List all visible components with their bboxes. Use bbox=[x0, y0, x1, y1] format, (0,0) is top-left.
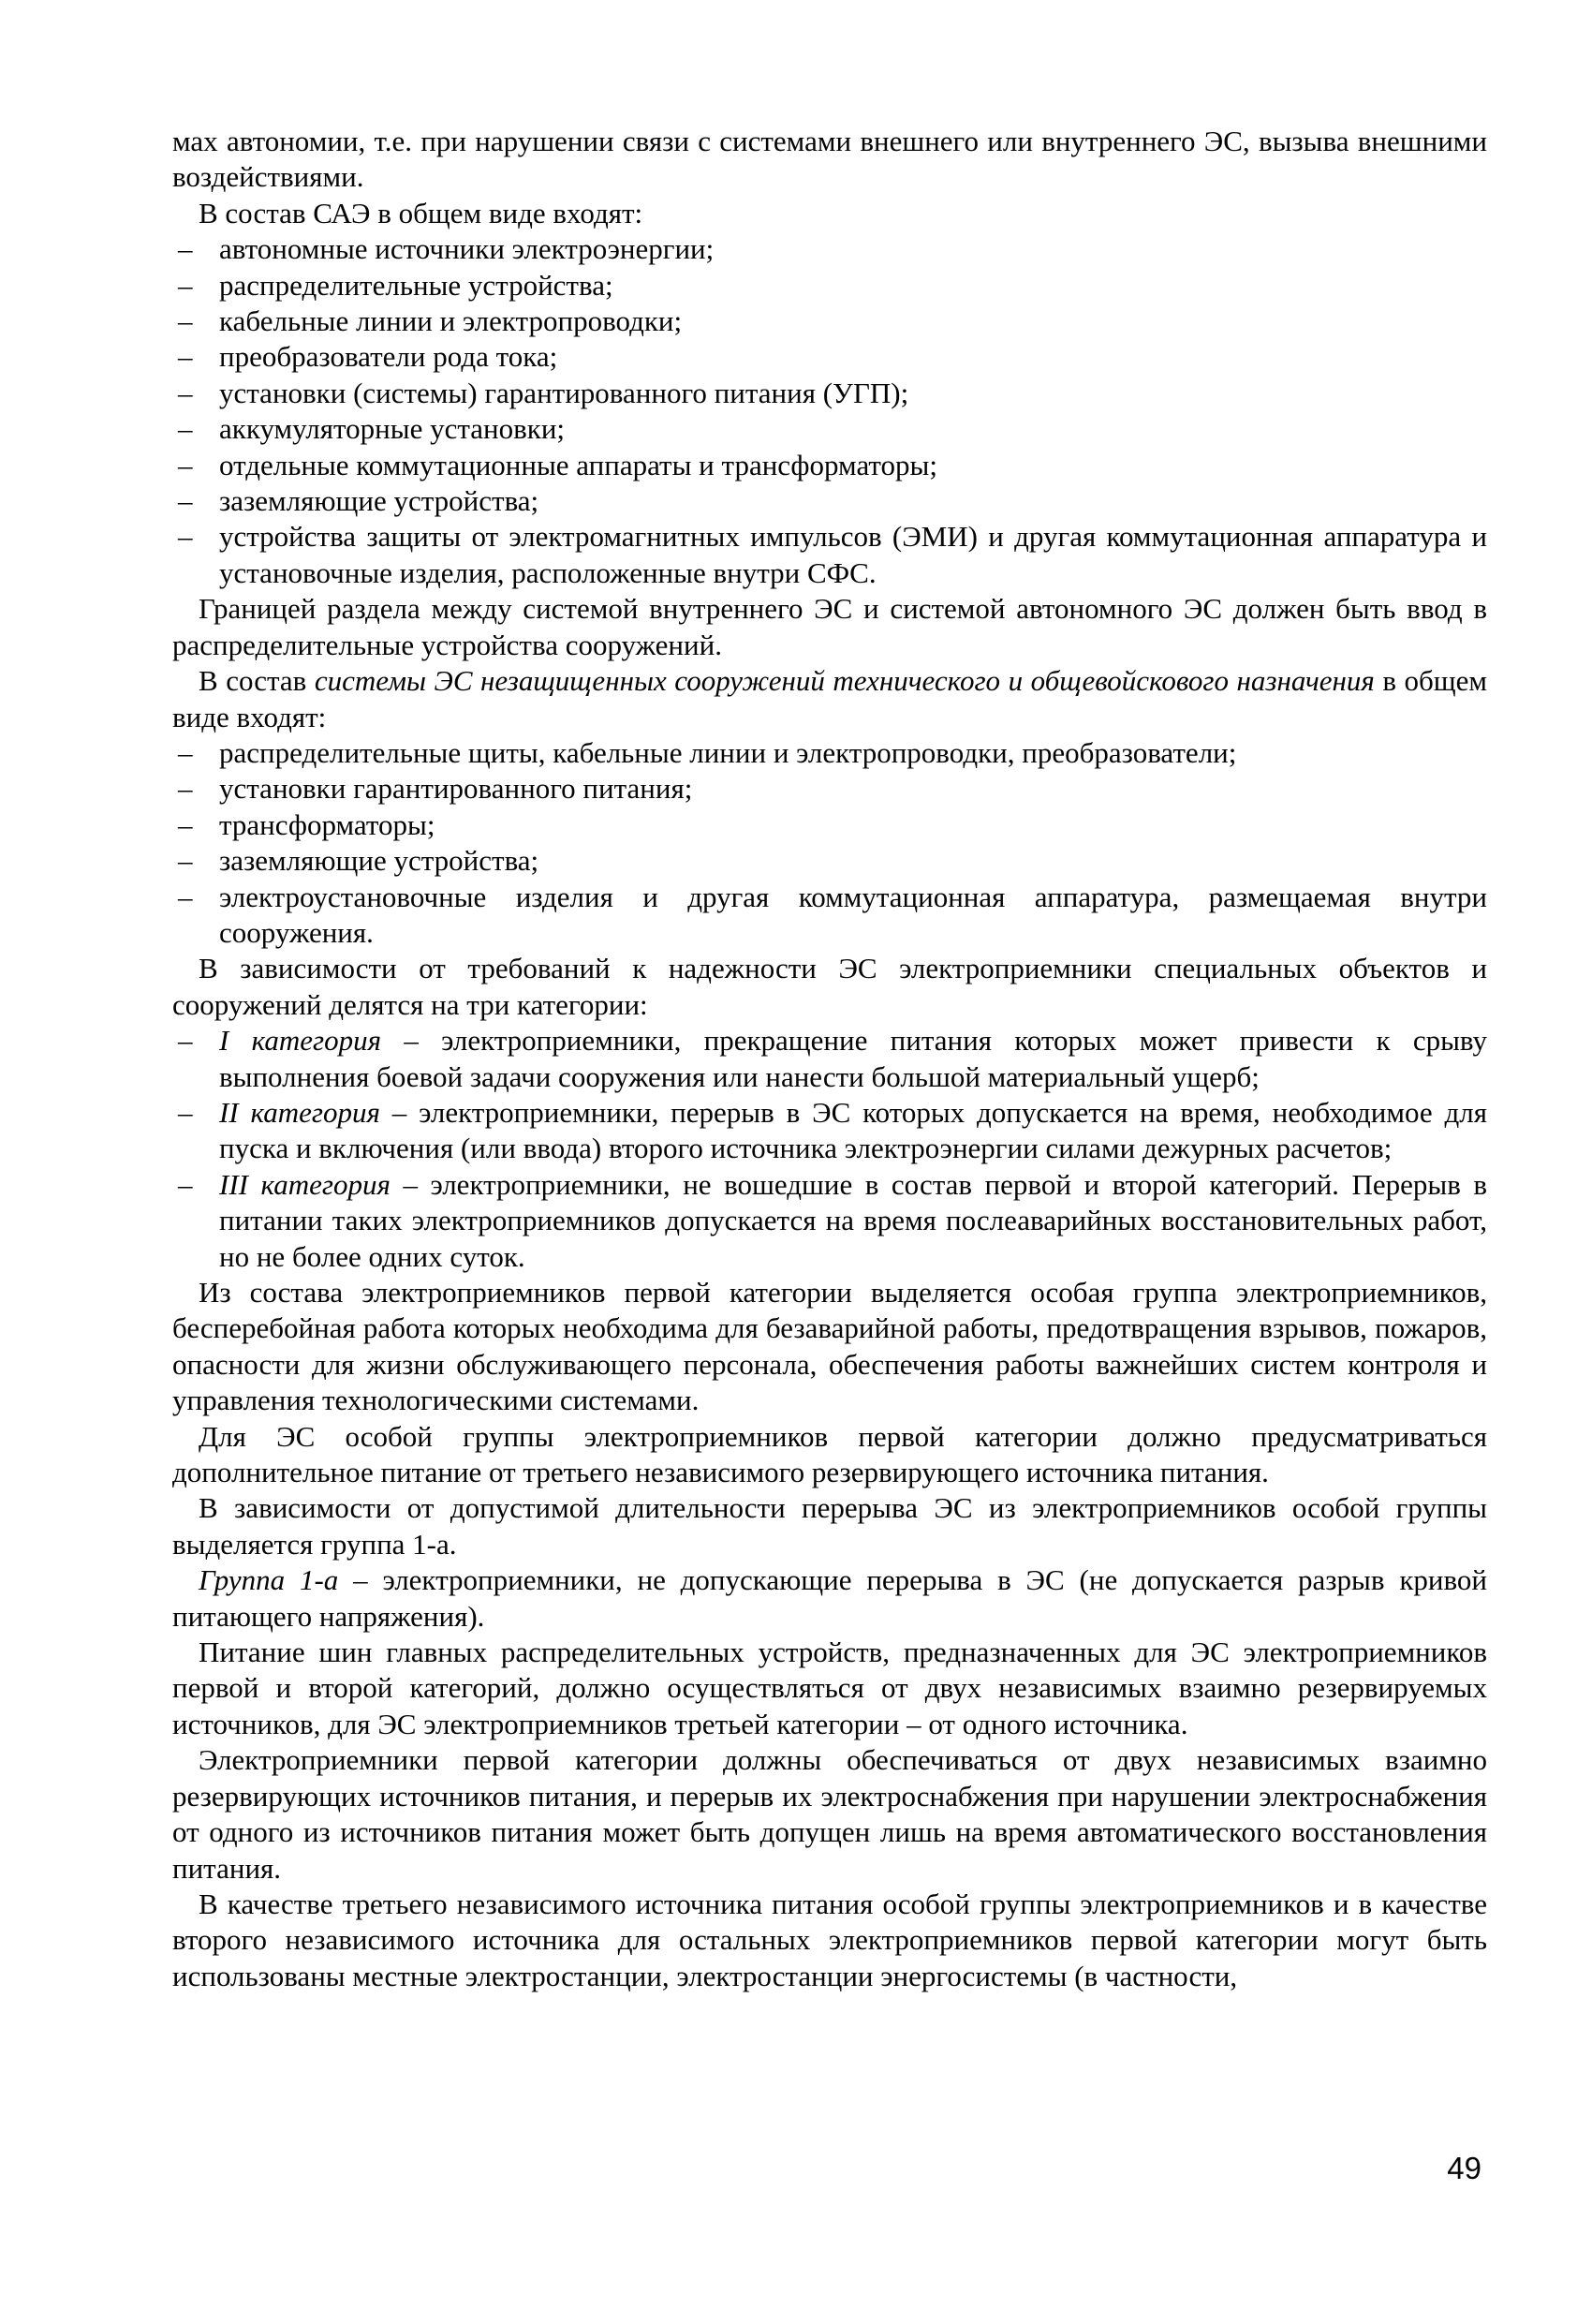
list-item: – преобразователи рода тока; bbox=[172, 339, 1487, 375]
list-item: – распределительные устройства; bbox=[172, 268, 1487, 303]
group-1a-intro: В зависимости от допустимой длительности перерыва ЭС из электроприемников особой группы выделяется группа 1-а. bbox=[172, 1491, 1487, 1561]
dash-bullet-icon: – bbox=[178, 484, 193, 518]
dash-bullet-icon: – bbox=[178, 772, 193, 806]
dash-bullet-icon: – bbox=[178, 520, 193, 554]
dash-bullet-icon: – bbox=[178, 844, 193, 878]
category-item: – II категория – электроприемники, перерыв в ЭС которых допускается на время, необходимое для пуска и включения (или ввода) второго источника электроэнергии силами дежурных расчетов; bbox=[178, 1095, 1488, 1165]
list-item: – трансформаторы; bbox=[172, 807, 1487, 843]
dash-bullet-icon: – bbox=[178, 376, 193, 409]
list-item: – заземляющие устройства; bbox=[172, 843, 1487, 879]
page-number: 49 bbox=[1447, 2151, 1481, 2185]
dash-bullet-icon: – bbox=[178, 1167, 193, 1201]
category-item: – III категория – электроприемники, не вошедшие в состав первой и второй категорий. Перерыв в питании таких электроприемников допускается на время послеаварийных восстановительных работ, но не более одних суток. bbox=[178, 1167, 1488, 1273]
dash-bullet-icon: – bbox=[178, 340, 193, 374]
third-source-paragraph: В качестве третьего независимого источника питания особой группы электроприемников и в качестве второго независимого источника для остальных электроприемников первой категории могут быть использованы местные электростанции, электростанции энергосистемы (в частности, bbox=[172, 1887, 1487, 1992]
first-category-supply-paragraph: Электроприемники первой категории должны обеспечиваться от двух независимых взаимно резервирующих источников питания, и перерыв их электроснабжения при нарушении электроснабжения от одного из источников питания может быть допущен лишь на время автоматического восстановления питания. bbox=[172, 1743, 1487, 1885]
dash-bullet-icon: – bbox=[178, 412, 193, 446]
unprotected-list bbox=[172, 735, 1487, 951]
list-item: – заземляющие устройства; bbox=[172, 483, 1487, 519]
dash-bullet-icon: – bbox=[178, 1024, 193, 1058]
sae-intro: В состав САЭ в общем виде входят: bbox=[199, 196, 643, 229]
dash-bullet-icon: – bbox=[178, 304, 193, 338]
unprotected-intro: В состав системы ЭС незащищенных сооружений технического и общевойскового назначения в общем виде входят: bbox=[172, 664, 1488, 733]
category-label: III категория bbox=[219, 1167, 391, 1201]
list-item: – электроустановочные изделия и другая коммутационная аппаратура, размещаемая внутри сооружения. bbox=[178, 880, 1487, 949]
page-body bbox=[172, 124, 1487, 1994]
list-item: – установки гарантированного питания; bbox=[172, 771, 1487, 807]
category-label: II категория bbox=[219, 1095, 380, 1129]
sae-list bbox=[172, 231, 1487, 591]
dash-bullet-icon: – bbox=[178, 1095, 193, 1129]
boundary-paragraph: Границей раздела между системой внутреннего ЭС и системой автономного ЭС должен быть ввод в распределительные устройства сооружений. bbox=[172, 592, 1487, 661]
categories-list bbox=[172, 1023, 1487, 1275]
dash-bullet-icon: – bbox=[178, 880, 193, 913]
group-1a-definition: Группа 1-а – электроприемники, не допускающие перерыва в ЭС (не допускается разрыв кривой питающего напряжения). bbox=[172, 1563, 1488, 1633]
special-group-paragraph: Из состава электроприемников первой категории выделяется особая группа электроприемников, бесперебойная работа которых необходима для безаварийной работы, предотвращения взрывов, пожаров, опасности для жизни обслуживающего персонала, обеспечения работы важнейших систем контроля и управления технологическими системами. bbox=[172, 1276, 1487, 1417]
group-1a-label: Группа 1-а bbox=[199, 1563, 339, 1597]
list-item: – распределительные щиты, кабельные линии и электропроводки, преобразователи; bbox=[172, 735, 1487, 771]
bus-supply-paragraph: Питание шин главных распределительных устройств, предназначенных для ЭС электроприемников первой и второй категорий, должно осуществляться от двух независимых взаимно резервируемых источников, для ЭС электроприемников третьей категории – от одного источника. bbox=[172, 1636, 1487, 1740]
unprotected-systems-term: системы ЭС незащищенных сооружений технического и общевойскового назначения bbox=[314, 664, 1375, 698]
categories-intro: В зависимости от требований к надежности ЭС электроприемники специальных объектов и сооружений делятся на три категории: bbox=[172, 952, 1487, 1021]
list-item: – установки (системы) гарантированного питания (УГП); bbox=[172, 376, 1487, 411]
dash-bullet-icon: – bbox=[178, 735, 193, 769]
list-item: – аккумуляторные установки; bbox=[172, 411, 1487, 447]
category-label: I категория bbox=[219, 1024, 382, 1058]
additional-supply-paragraph: Для ЭС особой группы электроприемников первой категории должно предусматриваться дополнительное питание от третьего независимого резервирующего источника питания. bbox=[172, 1419, 1487, 1489]
category-item: – I категория – электроприемники, прекращение питания которых может привести к срыву выполнения боевой задачи сооружения или нанести большой материальный ущерб; bbox=[178, 1024, 1488, 1093]
dash-bullet-icon: – bbox=[178, 232, 193, 266]
list-item: – устройства защиты от электромагнитных импульсов (ЭМИ) и другая коммутационная аппаратура и установочные изделия, расположенные внутри СФС. bbox=[178, 520, 1487, 589]
list-item: – отдельные коммутационные аппараты и трансформаторы; bbox=[172, 448, 1487, 483]
dash-bullet-icon: – bbox=[178, 448, 193, 481]
top-fragment-text: мах автономии, т.е. при нарушении связи с системами внешнего или внутреннего ЭС, вызыва внешними воздействиями. bbox=[172, 125, 1487, 194]
list-item: – кабельные линии и электропроводки; bbox=[172, 303, 1487, 339]
list-item: – автономные источники электроэнергии; bbox=[172, 231, 1487, 267]
dash-bullet-icon: – bbox=[178, 807, 193, 841]
dash-bullet-icon: – bbox=[178, 268, 193, 302]
